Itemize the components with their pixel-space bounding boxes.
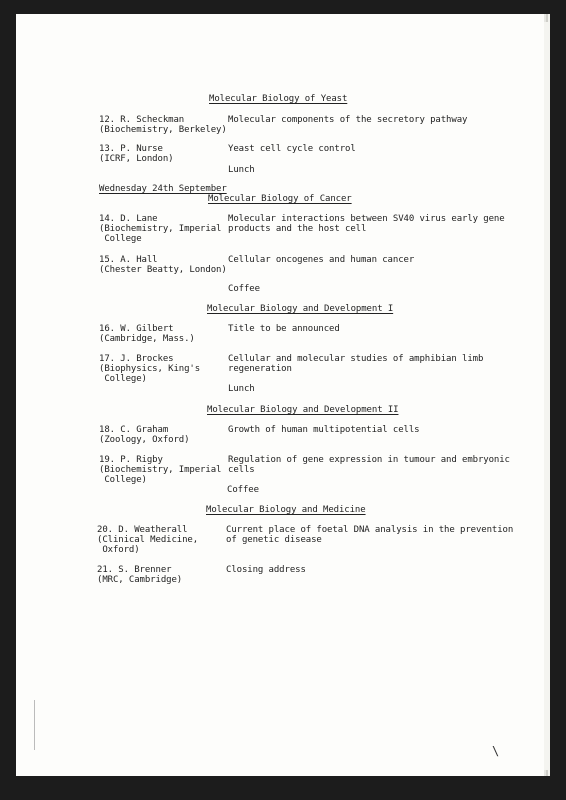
speaker: 19. P. Rigby xyxy=(99,455,163,465)
affiliation: (Biochemistry, Imperial xyxy=(99,224,222,234)
speaker: 12. R. Scheckman xyxy=(99,115,185,125)
talk-title: Cellular oncogenes and human cancer xyxy=(228,255,415,265)
session-heading-dev1: Molecular Biology and Development I xyxy=(207,304,394,314)
break-coffee: Coffee xyxy=(227,485,259,495)
talk-title: Yeast cell cycle control xyxy=(228,144,356,154)
session-heading-medicine: Molecular Biology and Medicine xyxy=(206,505,366,515)
affiliation: Oxford) xyxy=(97,545,140,555)
speaker: 17. J. Brockes xyxy=(99,354,174,364)
talk-title: Current place of foetal DNA analysis in the prevention xyxy=(226,525,514,535)
affiliation: College) xyxy=(99,475,147,485)
page-edge xyxy=(544,22,550,770)
talk-title: Regulation of gene expression in tumour and embryonic xyxy=(228,455,510,465)
affiliation: (Clinical Medicine, xyxy=(97,535,199,545)
affiliation: (Biochemistry, Imperial xyxy=(99,465,222,475)
day-heading: Wednesday 24th September xyxy=(99,184,227,194)
pen-mark: \ xyxy=(492,744,500,758)
affiliation: (Biochemistry, Berkeley) xyxy=(99,125,227,135)
session-heading-dev2: Molecular Biology and Development II xyxy=(207,405,399,415)
speaker: 21. S. Brenner xyxy=(97,565,172,575)
break-lunch: Lunch xyxy=(228,384,255,394)
talk-title: Closing address xyxy=(226,565,306,575)
margin-mark xyxy=(34,700,35,750)
affiliation: (Cambridge, Mass.) xyxy=(99,334,195,344)
talk-title: Molecular interactions between SV40 virus early gene xyxy=(228,214,505,224)
talk-title: of genetic disease xyxy=(226,535,322,545)
speaker: 16. W. Gilbert xyxy=(99,324,174,334)
talk-title: products and the host cell xyxy=(228,224,367,234)
affiliation: College xyxy=(99,234,142,244)
affiliation: (Chester Beatty, London) xyxy=(99,265,227,275)
break-lunch: Lunch xyxy=(228,165,255,175)
speaker: 20. D. Weatherall xyxy=(97,525,188,535)
affiliation: (MRC, Cambridge) xyxy=(97,575,183,585)
affiliation: (Biophysics, King's xyxy=(99,364,201,374)
document-page xyxy=(16,14,544,776)
speaker: 14. D. Lane xyxy=(99,214,158,224)
talk-title: cells xyxy=(228,465,255,475)
talk-title: Growth of human multipotential cells xyxy=(228,425,420,435)
session-heading-yeast: Molecular Biology of Yeast xyxy=(209,94,348,104)
affiliation: (ICRF, London) xyxy=(99,154,174,164)
speaker: 15. A. Hall xyxy=(99,255,158,265)
talk-title: regeneration xyxy=(228,364,292,374)
session-heading-cancer: Molecular Biology of Cancer xyxy=(208,194,352,204)
break-coffee: Coffee xyxy=(228,284,260,294)
affiliation: College) xyxy=(99,374,147,384)
talk-title: Cellular and molecular studies of amphibian limb xyxy=(228,354,484,364)
talk-title: Molecular components of the secretory pathway xyxy=(228,115,468,125)
speaker: 18. C. Graham xyxy=(99,425,169,435)
talk-title: Title to be announced xyxy=(228,324,340,334)
affiliation: (Zoology, Oxford) xyxy=(99,435,190,445)
speaker: 13. P. Nurse xyxy=(99,144,163,154)
